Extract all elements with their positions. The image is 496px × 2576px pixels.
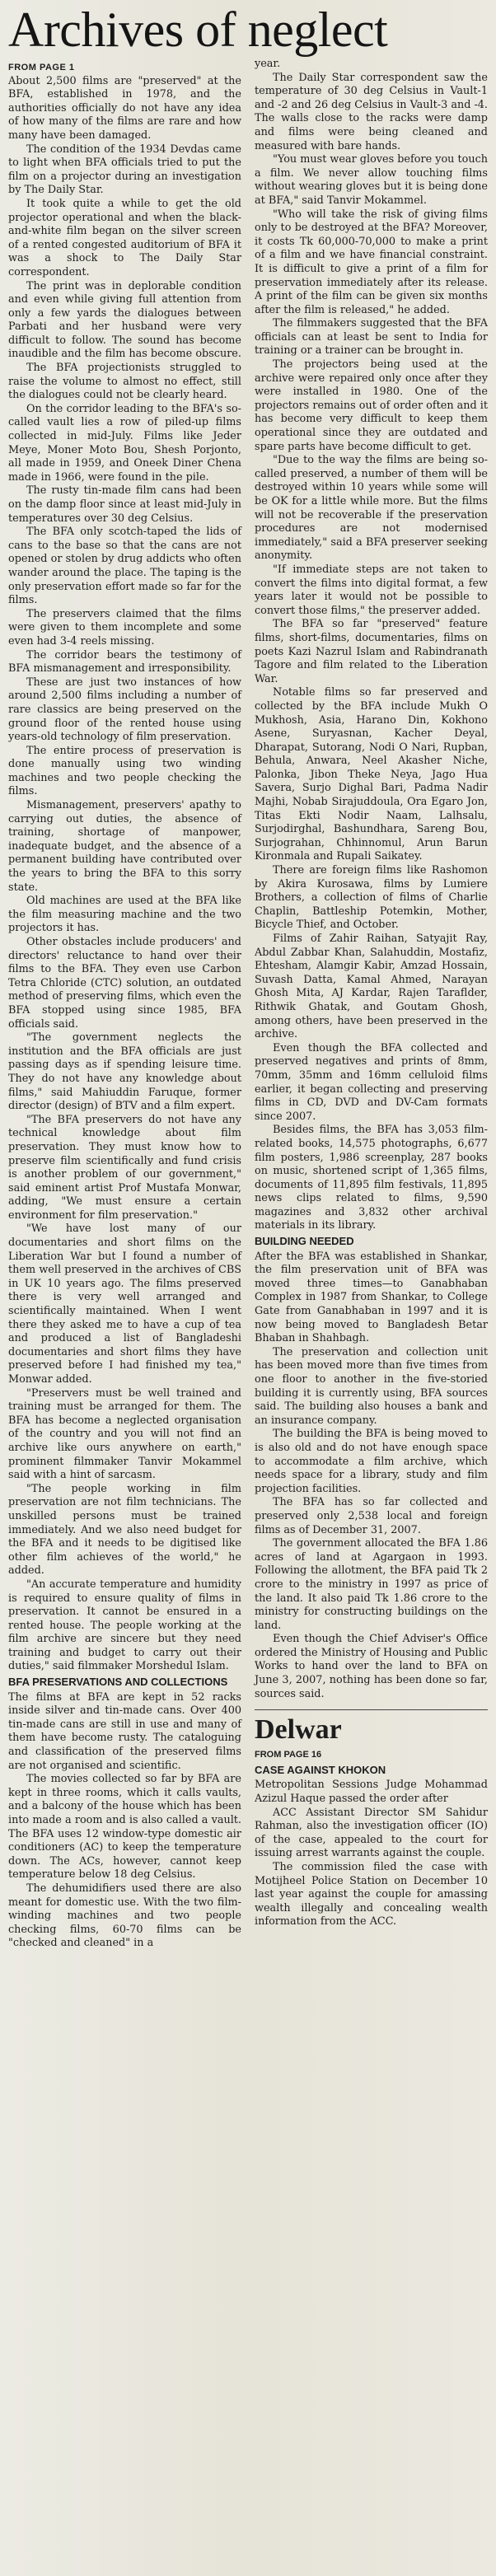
article-paragraph: "An accurate temperature and humidity is required to ensure quality of films in preservation. It cannot be ensured in a rented house. The people working at the film archive are sincere but they need training and budget to carry out their duties," said filmmaker Morshedul Islam. bbox=[8, 1578, 241, 1673]
article-paragraph: The entire process of preservation is done manually using two winding machines and two people checking the films. bbox=[8, 744, 241, 798]
article-paragraph: year. bbox=[255, 58, 281, 70]
section-subhead: BFA PRESERVATIONS AND COLLECTIONS bbox=[8, 1676, 228, 1689]
article-paragraph: After the BFA was established in Shankar, the film preservation unit of BFA was moved three times—to Ganabhaban Complex in 1987 from Shankar, to College Gate from Ganabhaban in 1997 and it is now being moved to Bangladesh Betar Bhaban in Shahbagh. bbox=[255, 1250, 488, 1345]
article-paragraph: The BFA has so far collected and preserved only 2,538 local and foreign films as of December 31, 2007. bbox=[255, 1496, 488, 1536]
article-paragraph: Besides films, the BFA has 3,053 film-related books, 14,575 photographs, 6,677 film posters, 1,986 screenplay, 287 books on music, shortened script of 1,365 films, documents of 11,895 film festivals, 11,895 news clips related to films, 9,590 magazines and 3,832 other archival materials in its library. bbox=[255, 1124, 488, 1232]
article-paragraph: The building the BFA is being moved to is also old and do not have enough space to accommodate a film archive, which needs space for a library, study and film projection facilities. bbox=[255, 1428, 488, 1495]
article-paragraph: The print was in deplorable condition and even while giving full attention from only a few yards the dialogues between Parbati and her husband were very difficult to follow. The sound has become inaudible and the film has become obscure. bbox=[8, 279, 241, 361]
article-paragraph: "The government neglects the institution and the BFA officials are just passing days as if spending leisure time. They do not have any knowledge about films," said Mahiuddin Faruque, former director (design) of BTV and a film expert. bbox=[8, 1031, 241, 1113]
sidebar-divider bbox=[255, 1709, 488, 1710]
kicker: FROM PAGE 1 bbox=[8, 63, 75, 72]
sidebar-subhead: CASE AGAINST KHOKON bbox=[255, 1763, 386, 1776]
article-paragraph: The preservation and collection unit has been moved more than five times from one floor to another in the five-storied building it is currently using, BFA sources said. The building also houses a bank and an insurance company. bbox=[255, 1345, 488, 1427]
article-paragraph: Notable films so far preserved and collected by the BFA include Mukh O Mukhosh, Asia, Harano Din, Kokhono Asene, Suryasnan, Kacher Deyal, Dharapat, Sutorang, Nodi O Nari, Rupban, Behula, Anwara, Neel Akasher Niche, Palonka, Jibon Theke Neya, Jago Hua Savera, Surjo Dighal Bari, Padma Nadir Majhi, Nobab Sirajuddoula, Ora Egaro Jon, Titas Ekti Nodir Naam, Lalhsalu, Surjodirghal, Bashundhara, Sareng Bou, Surjograhan, Chhinnomul, Arun Barun Kironmala and Rupali Saikatey. bbox=[255, 686, 488, 863]
article-paragraph: The government allocated the BFA 1.86 acres of land at Agargaon in 1993. Following the allotment, the BFA paid Tk 2 crore to the ministry in 1997 as price of the land. It also paid Tk 1.86 crore to the ministry for constructing buildings on the land. bbox=[255, 1537, 488, 1632]
headline: Archives of neglect bbox=[8, 2, 388, 57]
article-paragraph: The films at BFA are kept in 52 racks inside silver and tin-made cans. Over 400 tin-made cans are still in use and many of them have become rusty. The cataloguing and classification of the preserved films are not organised and scientific. bbox=[8, 1690, 241, 1772]
article-paragraph: "Due to the way the films are being so-called preserved, a number of them will be destroyed within 10 years while some will be OK for a little while more. But the films will not be recoverable if the preservation procedures are not modernised immediately," said a BFA preserver seeking anonymity. bbox=[255, 454, 488, 563]
article-paragraph: "Who will take the risk of giving films only to be destroyed at the BFA? Moreover, it costs Tk 60,000-70,000 to make a print of a film and we have financial constraint. It is difficult to give a print of a film for preservation immediately after its release. A print of the film can be given six months after the film is released," he added. bbox=[255, 208, 488, 316]
article-paragraph: Old machines are used at the BFA like the film measuring machine and the two projectors it has. bbox=[8, 895, 241, 935]
article-paragraph: "We have lost many of our documentaries and short films on the Liberation War but I found a number of them well preserved in the archives of CBS in UK 10 years ago. The films preserved there is very well arranged and scientifically maintained. When I went there they asked me to have a cup of tea and produced a list of Bangladeshi documentaries and short films they have preserved before I had finished my tea," Monwar added. bbox=[8, 1223, 241, 1386]
article-paragraph: The BFA projectionists struggled to raise the volume to almost no effect, still the dialogues could not be clearly heard. bbox=[8, 362, 241, 402]
article-paragraph: The corridor bears the testimony of BFA mismanagement and irresponsibility. bbox=[8, 648, 241, 676]
sidebar-kicker: FROM PAGE 16 bbox=[255, 1750, 322, 1760]
article-paragraph: "You must wear gloves before you touch a film. We never allow touching films without wearing gloves but it is being done at BFA," said Tanvir Mokammel. bbox=[255, 153, 488, 207]
article-paragraph: "The BFA preservers do not have any technical knowledge about film preservation. They must know how to preserve film scientifically and fund crisis is another problem of our government," said eminent artist Prof Mustafa Monwar, adding, "We must ensure a certain environment for film preservation." bbox=[8, 1113, 241, 1222]
article-paragraph: On the corridor leading to the BFA's so-called vault lies a row of piled-up films collected in mid-July. Films like Jeder Meye, Moner Moto Bou, Shesh Porjonto, all made in 1959, and Oneek Diner Chena made in 1966, were found in the pile. bbox=[8, 402, 241, 484]
article-columns bbox=[8, 58, 488, 1951]
article-paragraph: It took quite a while to get the old projector operational and when the black-and-white film began on the silver screen of a rented congested auditorium of BFA it was a shock to The Daily Star correspondent. bbox=[8, 197, 241, 278]
sidebar-body bbox=[255, 1779, 488, 1929]
article-paragraph: Even though the Chief Adviser's Office ordered the Ministry of Housing and Public Works to hand over the land to BFA on June 3, 2007, nothing has been done so far, sources said. bbox=[255, 1633, 488, 1700]
article-paragraph: The commission filed the case with Motijheel Police Station on December 10 last year against the couple for amassing wealth illegally and concealing wealth information from the ACC. bbox=[255, 1861, 488, 1928]
article-paragraph: "Preservers must be well trained and training must be arranged for them. The BFA has become a neglected organisation of the country and you will not find an archive like ours anywhere on earth," prominent filmmaker Tanvir Mokammel said with a hint of sarcasm. bbox=[8, 1386, 241, 1482]
article-paragraph: The BFA so far "preserved" feature films, short-films, documentaries, films on poets Kazi Nazrul Islam and Rabindranath Tagore and film related to the Liberation War. bbox=[255, 618, 488, 685]
sidebar-title: Delwar bbox=[255, 1714, 342, 1746]
sidebar-story bbox=[255, 1713, 488, 1929]
right-column-body bbox=[255, 58, 488, 1701]
article-paragraph: "The people working in film preservation are not film technicians. The unskilled persons must be trained immediately. And we also need budget for the BFA and it needs to be digitised like other film achieves of the world," he added. bbox=[8, 1482, 241, 1578]
article-paragraph: The condition of the 1934 Devdas came to light when BFA officials tried to put the film on a projector during an investigation by The Daily Star. bbox=[8, 143, 241, 197]
article-paragraph: The projectors being used at the archive were repaired only once after they were installed in 1980. One of the projectors remains out of order often and it has become very difficult to keep them operational since they are outdated and spare parts have become difficult to get. bbox=[255, 358, 489, 453]
section-subhead: BUILDING NEEDED bbox=[255, 1235, 354, 1248]
right-column bbox=[255, 58, 488, 1951]
article-paragraph: The rusty tin-made film cans had been on the damp floor since at least mid-July in temperatures over 30 deg Celsius. bbox=[8, 484, 241, 525]
article-paragraph: ACC Assistant Director SM Sahidur Rahman, also the investigation officer (IO) of the case, appealed to the court for issuing arrest warrants against the couple. bbox=[255, 1806, 488, 1860]
article-paragraph: Films of Zahir Raihan, Satyajit Ray, Abdul Zabbar Khan, Salahuddin, Mostafiz, Ehtesham, Alamgir Kabir, Amzad Hossain, Suvash Datta, Kamal Ahmed, Narayan Ghosh Mita, AJ Kardar, Rajen Taraflder, Rithwik Ghatak, and Goutam Ghosh, among others, have been preserved in the archive. bbox=[255, 933, 488, 1041]
article-paragraph: "If immediate steps are not taken to convert the films into digital format, a few years later it would not be possible to convert those films," the preserver added. bbox=[255, 563, 488, 617]
article-paragraph: There are foreign films like Rashomon by Akira Kurosawa, films by Lumiere Brothers, a collection of films of Charlie Chaplin, Battleship Potemkin, Mother, Bicycle Thief, and October. bbox=[255, 864, 488, 932]
article-paragraph: About 2,500 films are "preserved" at the BFA, established in 1978, and the authorities officially do not have any idea of how many of the films are rare and how many have been damaged. bbox=[8, 74, 241, 142]
article-paragraph: Other obstacles include producers' and directors' reluctance to hand over their films to the BFA. They even use Carbon Tetra Chloride (CTC) solution, an outdated method of preserving films, which even the BFA stopped using since 1985, BFA officials said. bbox=[8, 936, 241, 1031]
article-paragraph: The BFA only scotch-taped the lids of cans to the base so that the cans are not opened or stolen by drug addicts who often wander around the place. The taping is the only preservation effort made so far for the films. bbox=[8, 526, 241, 607]
article-paragraph: The preservers claimed that the films were given to them incomplete and some even had 3-4 reels missing. bbox=[8, 607, 241, 648]
article-paragraph: Mismanagement, preservers' apathy to carrying out duties, the absence of training, shortage of manpower, inadequate budget, and the absence of a permanent building have contributed over the years to bring the BFA to this sorry state. bbox=[8, 799, 241, 894]
article-paragraph: The filmmakers suggested that the BFA officials can at least be sent to India for training or a trainer can be brought in. bbox=[255, 317, 488, 358]
article-paragraph: These are just two instances of how around 2,500 films including a number of rare classics are being preserved on the ground floor of the rented house using years-old technology of film preservation. bbox=[8, 676, 241, 744]
left-column bbox=[8, 58, 241, 1951]
article-paragraph: Even though the BFA collected and preserved negatives and prints of 8mm, 70mm, 35mm and 16mm celluloid films earlier, it began collecting and preserving films in CD, DVD and DV-Cam formats since 2007. bbox=[255, 1041, 488, 1123]
article-paragraph: The dehumidifiers used there are also meant for domestic use. With the two film-winding machines and two people checking films, 60-70 films can be "checked and cleaned" in a bbox=[8, 1882, 241, 1950]
article-paragraph: Metropolitan Sessions Judge Mohammad Azizul Haque passed the order after bbox=[255, 1779, 488, 1806]
article-paragraph: The Daily Star correspondent saw the temperature of 30 deg Celsius in Vault-1 and -2 and 26 deg Celsius in Vault-3 and -4. The walls close to the racks were damp and films were being cleaned and measured with bare hands. bbox=[255, 71, 488, 152]
article-paragraph: The movies collected so far by BFA are kept in three rooms, which it calls vaults, and a balcony of the house which has been into made a room and is also called a vault. The BFA uses 12 window-type domestic air conditioners (AC) to keep the temperature down. The ACs, however, cannot keep temperature below 18 deg Celsius. bbox=[8, 1773, 241, 1882]
